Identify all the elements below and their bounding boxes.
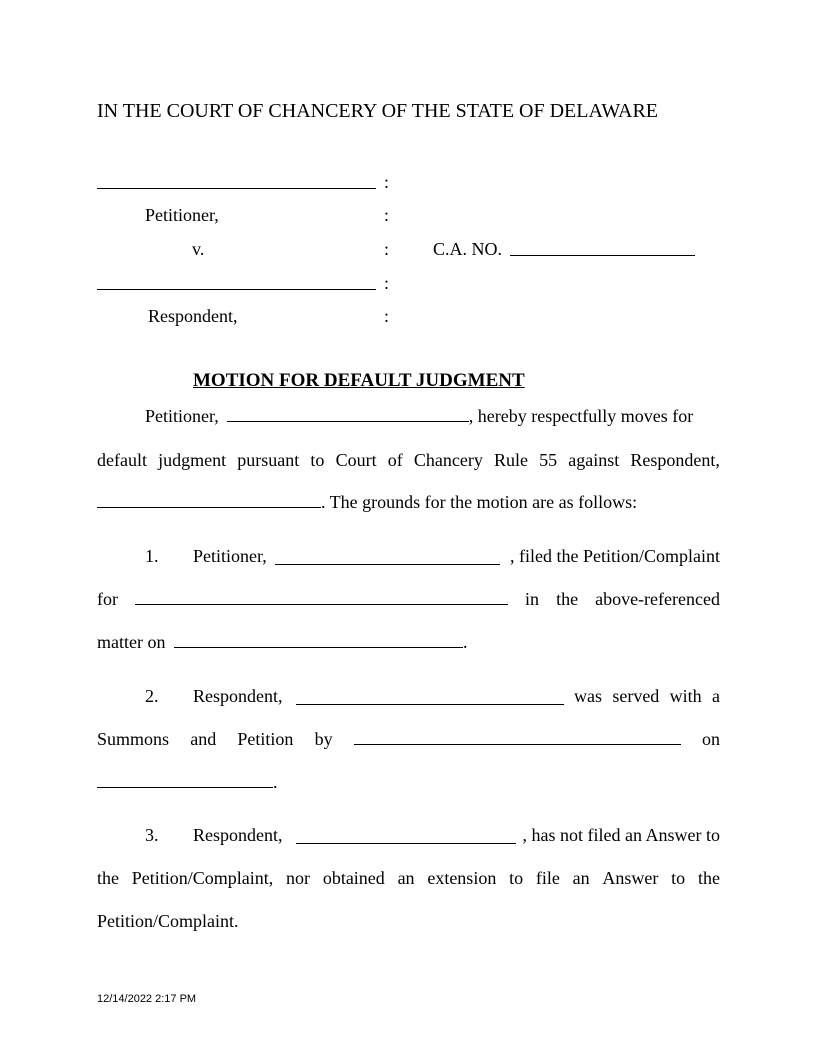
p2-line-3 xyxy=(97,772,720,792)
caption-colon: : xyxy=(384,205,390,225)
p3-word: to xyxy=(509,868,524,888)
p2-word: Petition xyxy=(237,729,294,749)
p2-method-blank[interactable] xyxy=(354,729,681,745)
p3-word: the xyxy=(697,868,720,888)
p3-word: Answer xyxy=(602,868,659,888)
p3-line-3 xyxy=(97,911,720,931)
p2-on-word: on xyxy=(701,729,720,749)
p2-word: a xyxy=(711,686,720,706)
p2-word: was xyxy=(574,686,602,706)
respondent-name-blank[interactable] xyxy=(97,274,376,293)
p1-word: the xyxy=(556,589,579,609)
p3-word: file xyxy=(535,868,560,888)
p3-line-2 xyxy=(97,868,720,888)
p1-petitioner-blank[interactable] xyxy=(275,549,500,565)
p2-word: by xyxy=(314,729,333,749)
p3-line-1 xyxy=(97,825,720,845)
intro-line-3 xyxy=(97,492,720,512)
p3-not-filed-text: , has not filed an Answer to xyxy=(522,825,720,845)
p3-word: nor xyxy=(286,868,311,888)
case-number-blank[interactable] xyxy=(510,240,695,259)
p2-word: with xyxy=(669,686,702,706)
intro-word: against xyxy=(568,450,620,470)
caption-colon: : xyxy=(384,172,390,192)
intro-word: Respondent, xyxy=(630,450,720,470)
p1-number: 1. xyxy=(145,546,159,566)
p2-date-blank[interactable] xyxy=(97,772,273,788)
intro-word: Chancery xyxy=(413,450,483,470)
p2-word: and xyxy=(190,729,217,749)
p2-word: served xyxy=(612,686,660,706)
p2-respondent-word: Respondent, xyxy=(193,686,283,706)
p1-line-3 xyxy=(97,632,720,652)
caption-colon: : xyxy=(384,306,390,326)
p1-filed-text: , filed the Petition/Complaint xyxy=(510,546,720,566)
p3-word: the xyxy=(97,868,119,888)
p3-word: Petition/Complaint, xyxy=(131,868,274,888)
p2-number: 2. xyxy=(145,686,159,706)
caption-colon: : xyxy=(384,273,390,293)
intro-word: judgment xyxy=(158,450,227,470)
p1-petitioner-word: Petitioner, xyxy=(193,546,267,566)
p1-period: . xyxy=(462,632,468,652)
motion-title: MOTION FOR DEFAULT JUDGMENT xyxy=(193,370,525,391)
footer-timestamp: 12/14/2022 2:17 PM xyxy=(97,993,197,1005)
p2-line-2 xyxy=(97,729,720,749)
petitioner-label: Petitioner, xyxy=(145,205,219,225)
intro-word: default xyxy=(97,450,147,470)
intro-petitioner-word: Petitioner, xyxy=(145,406,219,426)
intro-word: pursuant xyxy=(237,450,300,470)
p3-word: an xyxy=(397,868,415,888)
p3-word: to xyxy=(671,868,686,888)
intro-petitioner-blank[interactable] xyxy=(227,406,469,422)
p3-respondent-blank[interactable] xyxy=(296,828,516,844)
p3-word: obtained xyxy=(322,868,385,888)
p2-served-group xyxy=(574,686,720,706)
intro-word: to xyxy=(310,450,325,470)
p2-word: Summons xyxy=(97,729,170,749)
intro-grounds-text: . The grounds for the motion are as follows: xyxy=(321,492,638,512)
p1-word: above-referenced xyxy=(595,589,720,609)
p1-for-word: for xyxy=(97,589,118,609)
p1-matter-on: matter on xyxy=(97,632,166,652)
intro-word: 55 xyxy=(539,450,558,470)
intro-respondent-blank[interactable] xyxy=(97,492,321,508)
p1-relief-blank[interactable] xyxy=(135,589,508,605)
p3-respondent-word: Respondent, xyxy=(193,825,283,845)
p1-line-2 xyxy=(97,589,720,609)
case-number-label: C.A. NO. xyxy=(433,239,503,259)
p1-date-blank[interactable] xyxy=(174,632,463,648)
caption-colon: : xyxy=(384,239,390,259)
p3-number: 3. xyxy=(145,825,159,845)
intro-word: Rule xyxy=(493,450,528,470)
versus-label: v. xyxy=(192,239,205,259)
p1-line-1 xyxy=(97,546,720,566)
intro-line-2 xyxy=(97,450,720,470)
petitioner-name-blank[interactable] xyxy=(97,173,376,192)
court-heading: IN THE COURT OF CHANCERY OF THE STATE OF DELAWARE xyxy=(97,100,658,122)
respondent-label: Respondent, xyxy=(148,306,238,326)
p1-word: in xyxy=(525,589,540,609)
intro-line-1 xyxy=(97,406,720,426)
intro-moves-text: , hereby respectfully moves for xyxy=(468,406,694,426)
p3-word: an xyxy=(572,868,590,888)
p2-line-1 xyxy=(97,686,720,706)
p3-line-3-text: Petition/Complaint. xyxy=(97,911,239,931)
intro-word: Court xyxy=(335,450,377,470)
p3-word: extension xyxy=(427,868,497,888)
p2-respondent-blank[interactable] xyxy=(296,689,564,705)
p2-period: . xyxy=(273,772,278,792)
intro-word: of xyxy=(387,450,403,470)
